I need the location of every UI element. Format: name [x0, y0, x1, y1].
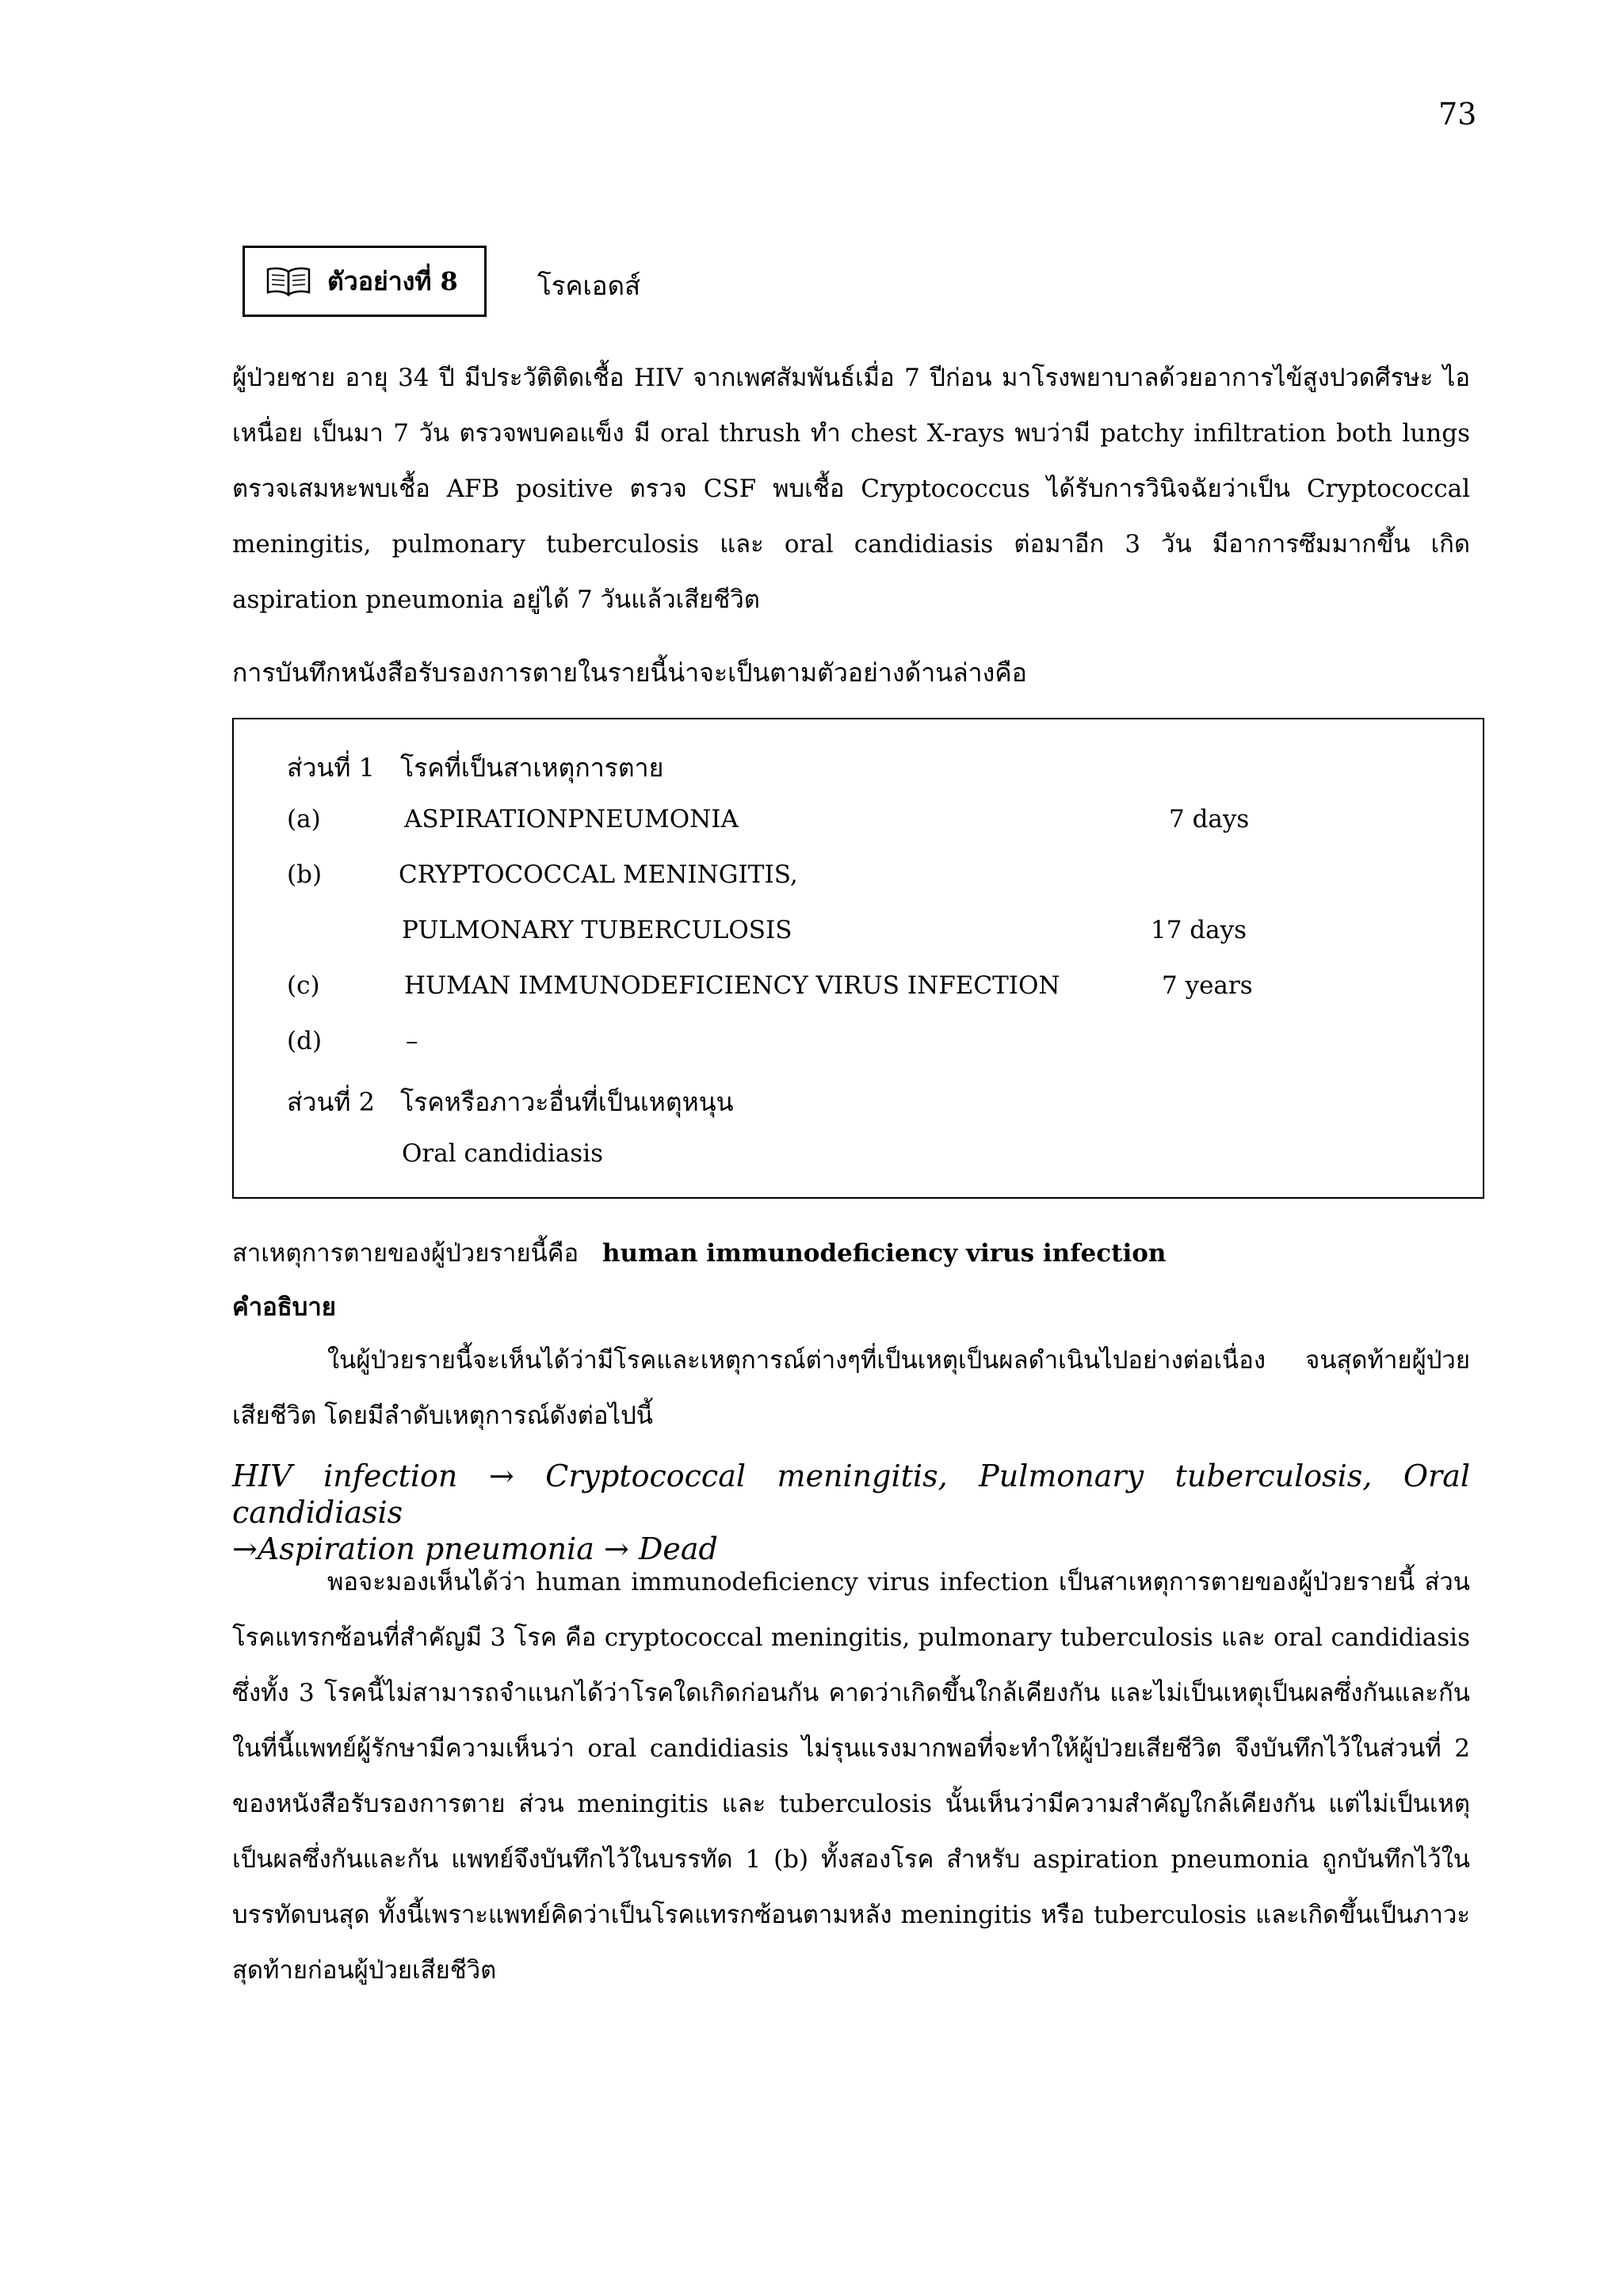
event-sequence	[232, 1458, 1470, 1567]
page-number: 73	[1438, 97, 1477, 132]
row-d-text: –	[406, 1027, 418, 1055]
open-book-icon	[265, 266, 311, 296]
row-b-text2: PULMONARY TUBERCULOSIS	[402, 916, 792, 944]
row-b-key: (b)	[287, 860, 323, 889]
explanation-paragraph-2: พอจะมองเห็นได้ว่า human immunodeficiency virus infection เป็นสาเหตุการตายของผู้ป่วยรายนี้ ส่วนโรคแทรกซ้อนที่สำคัญมี 3 โรค คือ cryptococcal meningitis, pulmonary tuberculosis และ oral candidiasis ซึ่งทั้ง 3 โรคนี้ไม่สามารถจำแนกได้ว่าโรคใดเกิดก่อนกัน คาดว่าเกิดขึ้นใกล้เคียงกัน และไม่เป็นเหตุเป็นผลซึ่งกันและกัน ในที่นี้แพทย์ผู้รักษามีความเห็นว่า oral candidiasis ไม่รุนแรงมากพอที่จะทำให้ผู้ป่วยเสียชีวิต จึงบันทึกไว้ในส่วนที่ 2 ของหนังสือรับรองการตาย ส่วน meningitis และ tuberculosis นั้นเห็นว่ามีความสำคัญใกล้เคียงกัน แต่ไม่เป็นเหตุเป็นผลซึ่งกันและกัน แพทย์จึงบันทึกไว้ในบรรทัด 1 (b) ทั้งสองโรค สำหรับ aspiration pneumonia ถูกบันทึกไว้ในบรรทัดบนสุด ทั้งนี้เพราะแพทย์คิดว่าเป็นโรคแทรกซ้อนตามหลัง meningitis หรือ tuberculosis และเกิดขึ้นเป็นภาวะสุดท้ายก่อนผู้ป่วยเสียชีวิต	[232, 1568, 1470, 1985]
row-c-key: (c)	[287, 971, 320, 1000]
part1-label: ส่วนที่ 1	[287, 753, 375, 783]
event-sequence-line-2: →Aspiration pneumonia → Dead	[232, 1531, 718, 1566]
part1-title: โรคที่เป็นสาเหตุการตาย	[400, 753, 664, 783]
example-label: ตัวอย่างที่ 8	[327, 265, 458, 296]
cause-of-death-value: human immunodeficiency virus infection	[602, 1239, 1167, 1268]
explanation-heading: คำอธิบาย	[232, 1293, 336, 1322]
example-label-box	[242, 246, 487, 317]
row-c-duration: 7 years	[1162, 971, 1253, 1000]
row-c-text: HUMAN IMMUNODEFICIENCY VIRUS INFECTION	[404, 971, 1060, 1000]
row-b-text: CRYPTOCOCCAL MENINGITIS,	[399, 860, 798, 889]
cause-of-death-label: สาเหตุการตายของผู้ป่วยรายนี้คือ	[232, 1239, 579, 1268]
part2-title: โรคหรือภาวะอื่นที่เป็นเหตุหนุน	[400, 1087, 734, 1117]
death-certificate-box	[232, 718, 1484, 1199]
example-title: โรคเอดส์	[537, 270, 641, 301]
explanation-paragraph-1: ในผู้ป่วยรายนี้จะเห็นได้ว่ามีโรคและเหตุการณ์ต่างๆที่เป็นเหตุเป็นผลดำเนินไปอย่างต่อเนื่อง จนสุดท้ายผู้ป่วยเสียชีวิต โดยมีลำดับเหตุการณ์ดังต่อไปนี้	[232, 1346, 1470, 1430]
part2-value: Oral candidiasis	[402, 1139, 604, 1168]
part2-label: ส่วนที่ 2	[287, 1087, 375, 1117]
lead-sentence: การบันทึกหนังสือรับรองการตายในรายนี้น่าจะเป็นตามตัวอย่างด้านล่างคือ	[232, 658, 1027, 688]
event-sequence-line-1: HIV infection → Cryptococcal meningitis, Pulmonary tuberculosis, Oral candidiasis	[232, 1459, 1470, 1530]
row-a-key: (a)	[287, 805, 321, 833]
row-a-duration: 7 days	[1169, 805, 1250, 833]
cause-of-death-line	[232, 1233, 1166, 1272]
row-a-text: ASPIRATIONPNEUMONIA	[404, 805, 739, 833]
case-paragraph: ผู้ป่วยชาย อายุ 34 ปี มีประวัติติดเชื้อ HIV จากเพศสัมพันธ์เมื่อ 7 ปีก่อน มาโรงพยาบาลด้วยอาการไข้สูงปวดศีรษะ ไอ เหนื่อย เป็นมา 7 วัน ตรวจพบคอแข็ง มี oral thrush ทำ chest X-rays พบว่ามี patchy infiltration both lungs ตรวจเสมหะพบเชื้อ AFB positive ตรวจ CSF พบเชื้อ Cryptococcus ได้รับการวินิจฉัยว่าเป็น Cryptococcal meningitis, pulmonary tuberculosis และ oral candidiasis ต่อมาอีก 3 วัน มีอาการซึมมากขึ้น เกิด aspiration pneumonia อยู่ได้ 7 วันแล้วเสียชีวิต	[232, 364, 1470, 614]
row-d-key: (d)	[287, 1027, 323, 1055]
row-b-duration: 17 days	[1151, 916, 1247, 944]
